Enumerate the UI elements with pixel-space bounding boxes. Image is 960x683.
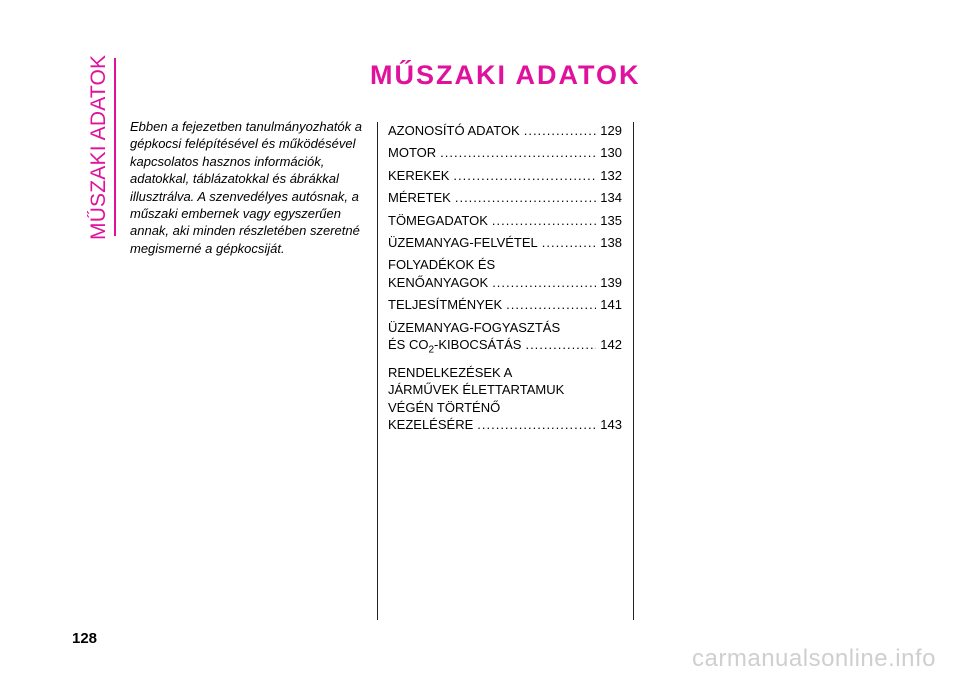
toc-page-number: 129: [600, 123, 622, 138]
toc-entry[interactable]: [388, 256, 622, 291]
page-title: MŰSZAKI ADATOK: [370, 60, 641, 90]
table-of-contents: [388, 122, 622, 439]
toc-leader-dots: [492, 212, 596, 229]
toc-page-number: 135: [600, 212, 622, 228]
toc-leader-dots: [506, 296, 596, 313]
toc-entry-line: [388, 416, 622, 433]
toc-entry-title: [388, 212, 488, 229]
toc-entry-title-suffix: -KIBOCSÁTÁS: [434, 337, 522, 353]
toc-entry-title: [388, 189, 451, 206]
toc-entry-title-text: TELJESÍTMÉNYEK: [388, 297, 503, 313]
toc-page-number: 142: [600, 337, 622, 353]
toc-entry-title: [388, 234, 538, 251]
toc-page-number: 141: [600, 297, 622, 313]
toc-entry-title: [388, 416, 473, 433]
toc-page-number: 143: [600, 417, 622, 433]
page-number: 128: [72, 630, 98, 647]
toc-entry-line: [388, 296, 622, 313]
toc-entry-line: [388, 274, 622, 291]
toc-entry-title-text: MOTOR: [388, 145, 437, 161]
toc-leader-dots: [525, 336, 596, 353]
toc-entry-title-text: KENŐANYAGOK: [388, 274, 489, 290]
toc-entry-title: [388, 167, 449, 184]
toc-entry[interactable]: [388, 167, 622, 184]
toc-entry-line: [388, 234, 622, 251]
toc-entry-line: [388, 189, 622, 206]
toc-entry-title-text: ÜZEMANYAG-FELVÉTEL: [388, 235, 538, 251]
side-tab-rule: [114, 58, 116, 236]
toc-entry-title-text: TÖMEGADATOK: [388, 212, 488, 228]
toc-leader-dots: [542, 234, 597, 251]
toc-entry-title-line: FOLYADÉKOK ÉS: [388, 257, 496, 273]
toc-entry[interactable]: [388, 144, 622, 161]
column-divider-left: [377, 122, 378, 620]
toc-page-number: 134: [600, 190, 622, 206]
toc-entry[interactable]: [388, 212, 622, 229]
toc-entry[interactable]: [388, 189, 622, 206]
toc-entry-title: [388, 122, 520, 139]
toc-entry-title-line: JÁRMŰVEK ÉLETTARTAMUK: [388, 382, 565, 398]
toc-entry[interactable]: [388, 296, 622, 313]
toc-entry-title-text: KEZELÉSÉRE: [388, 417, 474, 433]
chapter-side-tab: MŰSZAKI ADATOK: [87, 54, 110, 240]
source-watermark: carmanualsonline.info: [692, 645, 936, 672]
toc-entry-title-text: KEREKEK: [388, 167, 450, 183]
toc-leader-dots: [455, 189, 596, 206]
toc-entry-line: [388, 144, 622, 161]
toc-leader-dots: [440, 144, 596, 161]
toc-entry-title: [388, 296, 502, 313]
toc-entry[interactable]: [388, 234, 622, 251]
toc-entry[interactable]: [388, 319, 622, 359]
toc-entry-title-text: ÉS CO: [388, 337, 429, 353]
column-divider-right: [633, 122, 634, 620]
toc-leader-dots: [492, 274, 596, 291]
toc-leader-dots: [453, 167, 596, 184]
toc-page-number: 138: [600, 235, 622, 251]
toc-entry[interactable]: [388, 364, 622, 434]
toc-entry-title: [388, 274, 488, 291]
toc-entry-title-line: VÉGÉN TÖRTÉNŐ: [388, 399, 501, 415]
toc-leader-dots: [524, 122, 597, 139]
toc-page-number: 139: [600, 274, 622, 290]
toc-entry-title-line: RENDELKEZÉSEK A: [388, 365, 513, 381]
toc-page-number: 132: [600, 167, 622, 183]
toc-entry[interactable]: [388, 122, 622, 139]
toc-entry-line: [388, 167, 622, 184]
toc-entry-line: [388, 122, 622, 139]
toc-leader-dots: [477, 416, 596, 433]
toc-entry-title: [388, 336, 521, 359]
toc-entry-line: [388, 212, 622, 229]
toc-page-number: 130: [600, 145, 622, 161]
toc-entry-title-line: ÜZEMANYAG-FOGYASZTÁS: [388, 319, 561, 335]
toc-entry-line: [388, 336, 622, 359]
toc-entry-title-text: MÉRETEK: [388, 190, 451, 206]
intro-paragraph: Ebben a fejezetben tanulmányozhatók a gépkocsi felépítésével és működésével kapcsolatos hasznos információk, adatokkal, táblázatokkal és ábrákkal illusztrálva. A szenvedélyes autósnak, a műszaki embernek vagy egyszerűen annak, aki minden részletében szeretné megismerné a gépkocsiját.: [130, 119, 363, 256]
toc-entry-title: [388, 144, 436, 161]
toc-entry-title-text: AZONOSÍTÓ ADATOK: [388, 123, 520, 138]
toc-entry-subscript: 2: [428, 344, 435, 356]
